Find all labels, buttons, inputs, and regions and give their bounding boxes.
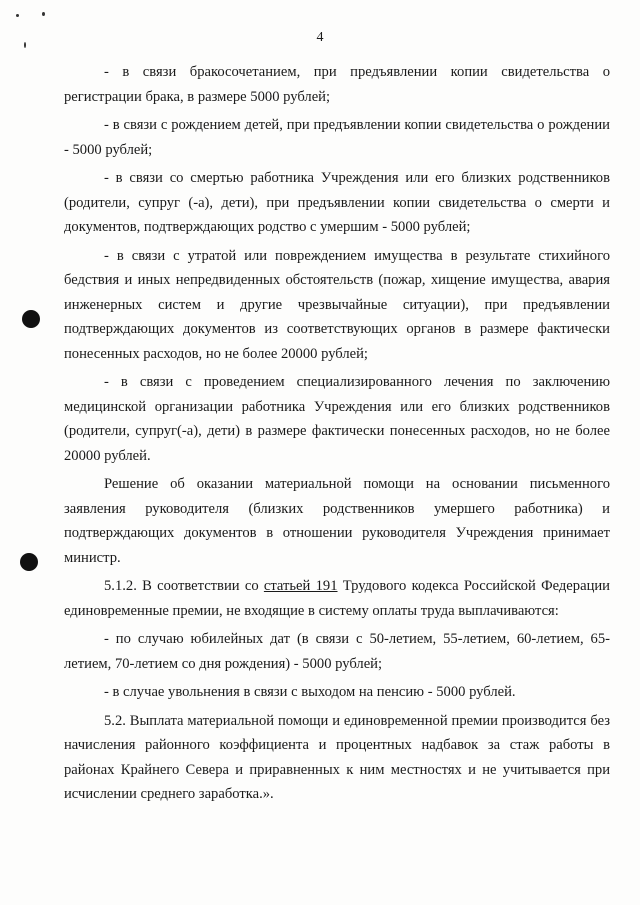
- punch-hole: [22, 310, 40, 328]
- paragraph-anniversary: - по случаю юбилейных дат (в связи с 50-летием, 55-летием, 60-летием, 65-летием, 70-летием со дня рождения) - 5000 рублей;: [64, 631, 610, 672]
- document-body: [64, 60, 610, 811]
- paragraph-5-2: 5.2. Выплата материальной помощи и единовременной премии производится без начисления районного коэффициента и процентных надбавок за стаж работы в районах Крайнего Севера и приравненных к ним местностях и не учитывается при исчислении среднего заработка.».: [64, 712, 610, 802]
- paragraph-death: - в связи со смертью работника Учреждения или его близких родственников (родители, супруг (-а), дети), при предъявлении копии свидетельства о смерти и документов, подтверждающих родство с умершим - 5000 рублей;: [64, 170, 610, 235]
- page-number: 4: [316, 30, 324, 45]
- paragraph-birth: - в связи с рождением детей, при предъявлении копии свидетельства о рождении - 5000 рублей;: [64, 117, 610, 158]
- article-text-before: 5.1.2. В соответствии со: [104, 578, 264, 594]
- article-text-after: Трудового кодекса Российской Федерации единовременные премии, не входящие в систему оплаты труда выплачиваются:: [64, 578, 610, 619]
- punch-hole: [20, 553, 38, 571]
- paragraph-retirement: - в случае увольнения в связи с выходом на пенсию - 5000 рублей.: [104, 684, 516, 700]
- paragraph-article-191: [64, 574, 610, 623]
- paragraph-marriage: - в связи бракосочетанием, при предъявлении копии свидетельства о регистрации брака, в размере 5000 рублей;: [64, 64, 610, 105]
- scan-speck: [16, 14, 19, 17]
- article-191-link[interactable]: статьей 191: [263, 578, 338, 594]
- paragraph-decision: Решение об оказании материальной помощи на основании письменного заявления руководителя (близких родственников умершего работника) и подтверждающих документов в отношении руководителя Учреждения принимает министр.: [64, 476, 610, 566]
- scan-speck: [42, 12, 45, 16]
- paragraph-property-loss: - в связи с утратой или повреждением имущества в результате стихийного бедствия и иных непредвиденных обстоятельств (пожар, хищение имущества, авария инженерных систем и другие чрезвычайные ситуации), при предъявлении подтверждающих документов из соответствующих органов в размере фактически понесенных расходов, но не более 20000 рублей;: [64, 247, 610, 362]
- paragraph-medical-treatment: - в связи с проведением специализированного лечения по заключению медицинской организации работника Учреждения или его близких родственников (родители, супруг(-а), дети) в размере фактически понесенных расходов, но не более 20000 рублей.: [64, 374, 610, 464]
